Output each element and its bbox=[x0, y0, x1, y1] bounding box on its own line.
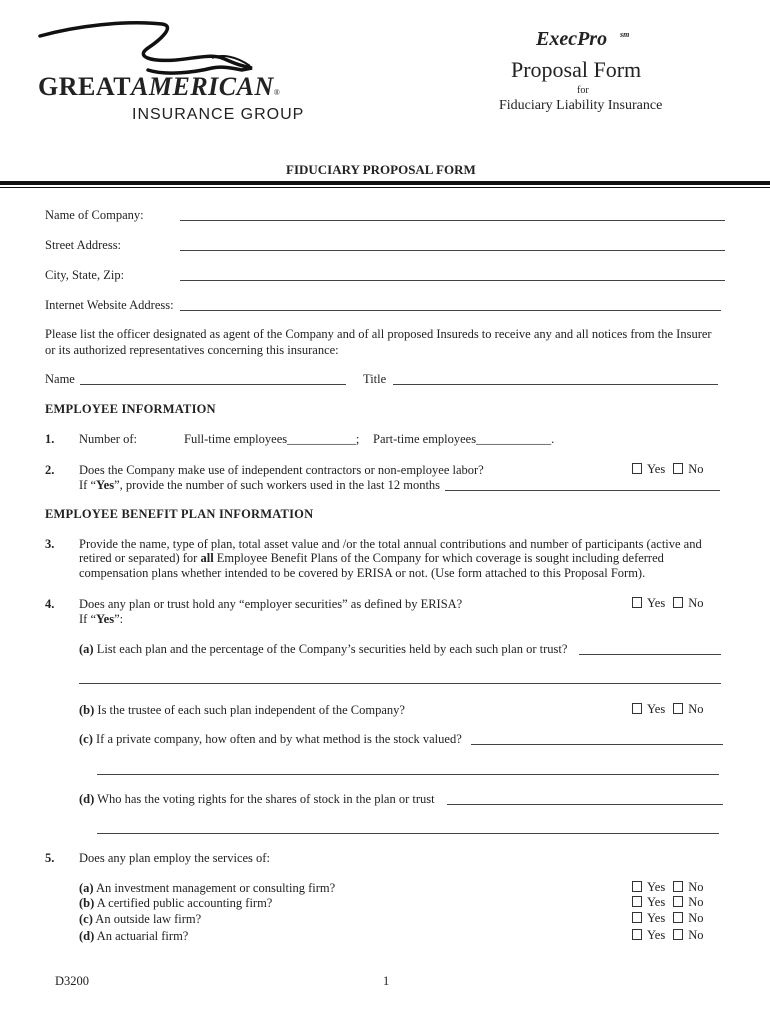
agent-name-label: Name bbox=[45, 372, 75, 386]
question-4-number: 4. bbox=[45, 597, 55, 611]
question-2-yes-checkbox[interactable] bbox=[632, 463, 642, 474]
question-3-line1: Provide the name, type of plan, total asset value and /or the total annual contributions and number of participants (active and bbox=[79, 537, 702, 551]
page-number: 1 bbox=[383, 974, 390, 988]
yes-label: Yes bbox=[647, 462, 666, 476]
question-2-yes-no bbox=[632, 462, 703, 477]
question-4c-field[interactable] bbox=[471, 744, 723, 745]
company-logo bbox=[36, 18, 305, 128]
street-address-label: Street Address: bbox=[45, 238, 122, 252]
question-5c-text: (c) An outside law firm? bbox=[79, 912, 202, 926]
no-label: No bbox=[688, 462, 704, 476]
logo-insurance-group: INSURANCE GROUP bbox=[132, 106, 305, 123]
benefit-plan-heading: EMPLOYEE BENEFIT PLAN INFORMATION bbox=[45, 507, 314, 521]
logo-registered: ® bbox=[273, 88, 280, 97]
name-of-company-label: Name of Company: bbox=[45, 208, 144, 222]
question-4-text: Does any plan or trust hold any “employer securities” as defined by ERISA? bbox=[79, 597, 463, 611]
question-5a-text: (a) An investment management or consulting firm? bbox=[79, 881, 336, 895]
no-label: No bbox=[688, 911, 704, 925]
question-4d-field-line2[interactable] bbox=[97, 833, 719, 834]
question-4b-yes-no bbox=[632, 702, 703, 717]
question-1-number: 1. bbox=[45, 432, 55, 446]
form-subtitle: Fiduciary Liability Insurance bbox=[499, 98, 663, 113]
logo-word-great: GREAT bbox=[38, 72, 132, 101]
yes-label: Yes bbox=[647, 702, 666, 716]
question-5c-no-checkbox[interactable] bbox=[673, 912, 683, 923]
question-3-number: 3. bbox=[45, 537, 55, 551]
for-label: for bbox=[577, 85, 589, 96]
question-5b-yes-checkbox[interactable] bbox=[632, 896, 642, 907]
no-label: No bbox=[688, 895, 704, 909]
no-label: No bbox=[688, 928, 704, 942]
question-5b-no-checkbox[interactable] bbox=[673, 896, 683, 907]
question-4-followup: If “Yes”: bbox=[79, 612, 124, 626]
question-5d-yes-no bbox=[632, 928, 703, 943]
question-5c-yes-no bbox=[632, 911, 703, 926]
question-2-text: Does the Company make use of independent contractors or non-employee labor? bbox=[79, 463, 484, 477]
question-2-followup: If “Yes”, provide the number of such workers used in the last 12 months bbox=[79, 478, 441, 492]
form-heading: FIDUCIARY PROPOSAL FORM bbox=[286, 162, 476, 177]
agent-name-field[interactable] bbox=[80, 384, 346, 385]
city-state-zip-field[interactable] bbox=[180, 280, 725, 281]
question-4-no-checkbox[interactable] bbox=[673, 597, 683, 608]
agent-intro-line1: Please list the officer designated as agent of the Company and of all proposed Insureds to receive any and all notices from the Insurer bbox=[45, 327, 712, 341]
no-label: No bbox=[688, 702, 704, 716]
question-4b-text: (b) Is the trustee of each such plan independent of the Company? bbox=[79, 703, 405, 717]
website-address-field[interactable] bbox=[180, 310, 721, 311]
city-state-zip-label: City, State, Zip: bbox=[45, 268, 125, 282]
question-4a-field[interactable] bbox=[579, 654, 721, 655]
service-mark: sm bbox=[620, 30, 630, 39]
form-code: D3200 bbox=[55, 974, 90, 988]
question-5b-yes-no bbox=[632, 895, 703, 910]
no-label: No bbox=[688, 596, 704, 610]
agent-title-label: Title bbox=[363, 372, 387, 386]
yes-label: Yes bbox=[647, 911, 666, 925]
question-3-line3: compensation plans whether intended to be covered by ERISA or not. (Use form attached to this Proposal Form). bbox=[79, 566, 646, 580]
question-5-text: Does any plan employ the services of: bbox=[79, 851, 270, 865]
question-4d-field[interactable] bbox=[447, 804, 723, 805]
question-4a-text: (a) List each plan and the percentage of the Company’s securities held by each such plan or trust? bbox=[79, 642, 568, 656]
product-name: ExecPro bbox=[536, 28, 608, 50]
question-5a-yes-checkbox[interactable] bbox=[632, 881, 642, 892]
question-4-yes-checkbox[interactable] bbox=[632, 597, 642, 608]
name-of-company-field[interactable] bbox=[180, 220, 725, 221]
question-5a-yes-no bbox=[632, 880, 703, 895]
question-2-number: 2. bbox=[45, 463, 55, 477]
heading-divider bbox=[0, 181, 770, 185]
agent-intro-line2: or its authorized representatives concerning this insurance: bbox=[45, 343, 339, 357]
form-title: Proposal Form bbox=[511, 57, 642, 82]
heading-divider-thin bbox=[0, 187, 770, 188]
employee-information-heading: EMPLOYEE INFORMATION bbox=[45, 402, 216, 416]
yes-label: Yes bbox=[647, 596, 666, 610]
contractor-count-field[interactable] bbox=[445, 490, 720, 491]
website-address-label: Internet Website Address: bbox=[45, 298, 174, 312]
parttime-employees-field[interactable]: Part-time employees____________. bbox=[373, 432, 555, 446]
question-4d-text: (d) Who has the voting rights for the shares of stock in the plan or trust bbox=[79, 792, 435, 806]
question-1-label: Number of: bbox=[79, 432, 137, 446]
question-5a-no-checkbox[interactable] bbox=[673, 881, 683, 892]
question-5c-yes-checkbox[interactable] bbox=[632, 912, 642, 923]
question-5d-no-checkbox[interactable] bbox=[673, 929, 683, 940]
question-5-number: 5. bbox=[45, 851, 55, 865]
question-4-yes-no bbox=[632, 596, 703, 611]
yes-label: Yes bbox=[647, 928, 666, 942]
question-5d-text: (d) An actuarial firm? bbox=[79, 929, 189, 943]
question-4b-yes-checkbox[interactable] bbox=[632, 703, 642, 714]
agent-title-field[interactable] bbox=[393, 384, 718, 385]
question-5b-text: (b) A certified public accounting firm? bbox=[79, 896, 273, 910]
question-4c-field-line2[interactable] bbox=[97, 774, 719, 775]
question-4b-no-checkbox[interactable] bbox=[673, 703, 683, 714]
street-address-field[interactable] bbox=[180, 250, 725, 251]
fulltime-employees-field[interactable]: Full-time employees___________; bbox=[184, 432, 360, 446]
question-2-no-checkbox[interactable] bbox=[673, 463, 683, 474]
question-5d-yes-checkbox[interactable] bbox=[632, 929, 642, 940]
question-4a-field-line2[interactable] bbox=[79, 683, 721, 684]
question-4c-text: (c) If a private company, how often and by what method is the stock valued? bbox=[79, 732, 462, 746]
no-label: No bbox=[688, 880, 704, 894]
yes-label: Yes bbox=[647, 880, 666, 894]
yes-label: Yes bbox=[647, 895, 666, 909]
logo-word-american: AMERICAN bbox=[131, 72, 274, 101]
question-3-line2: retired or separated) for all Employee Benefit Plans of the Company for which coverage is sought including deferred bbox=[79, 551, 664, 565]
